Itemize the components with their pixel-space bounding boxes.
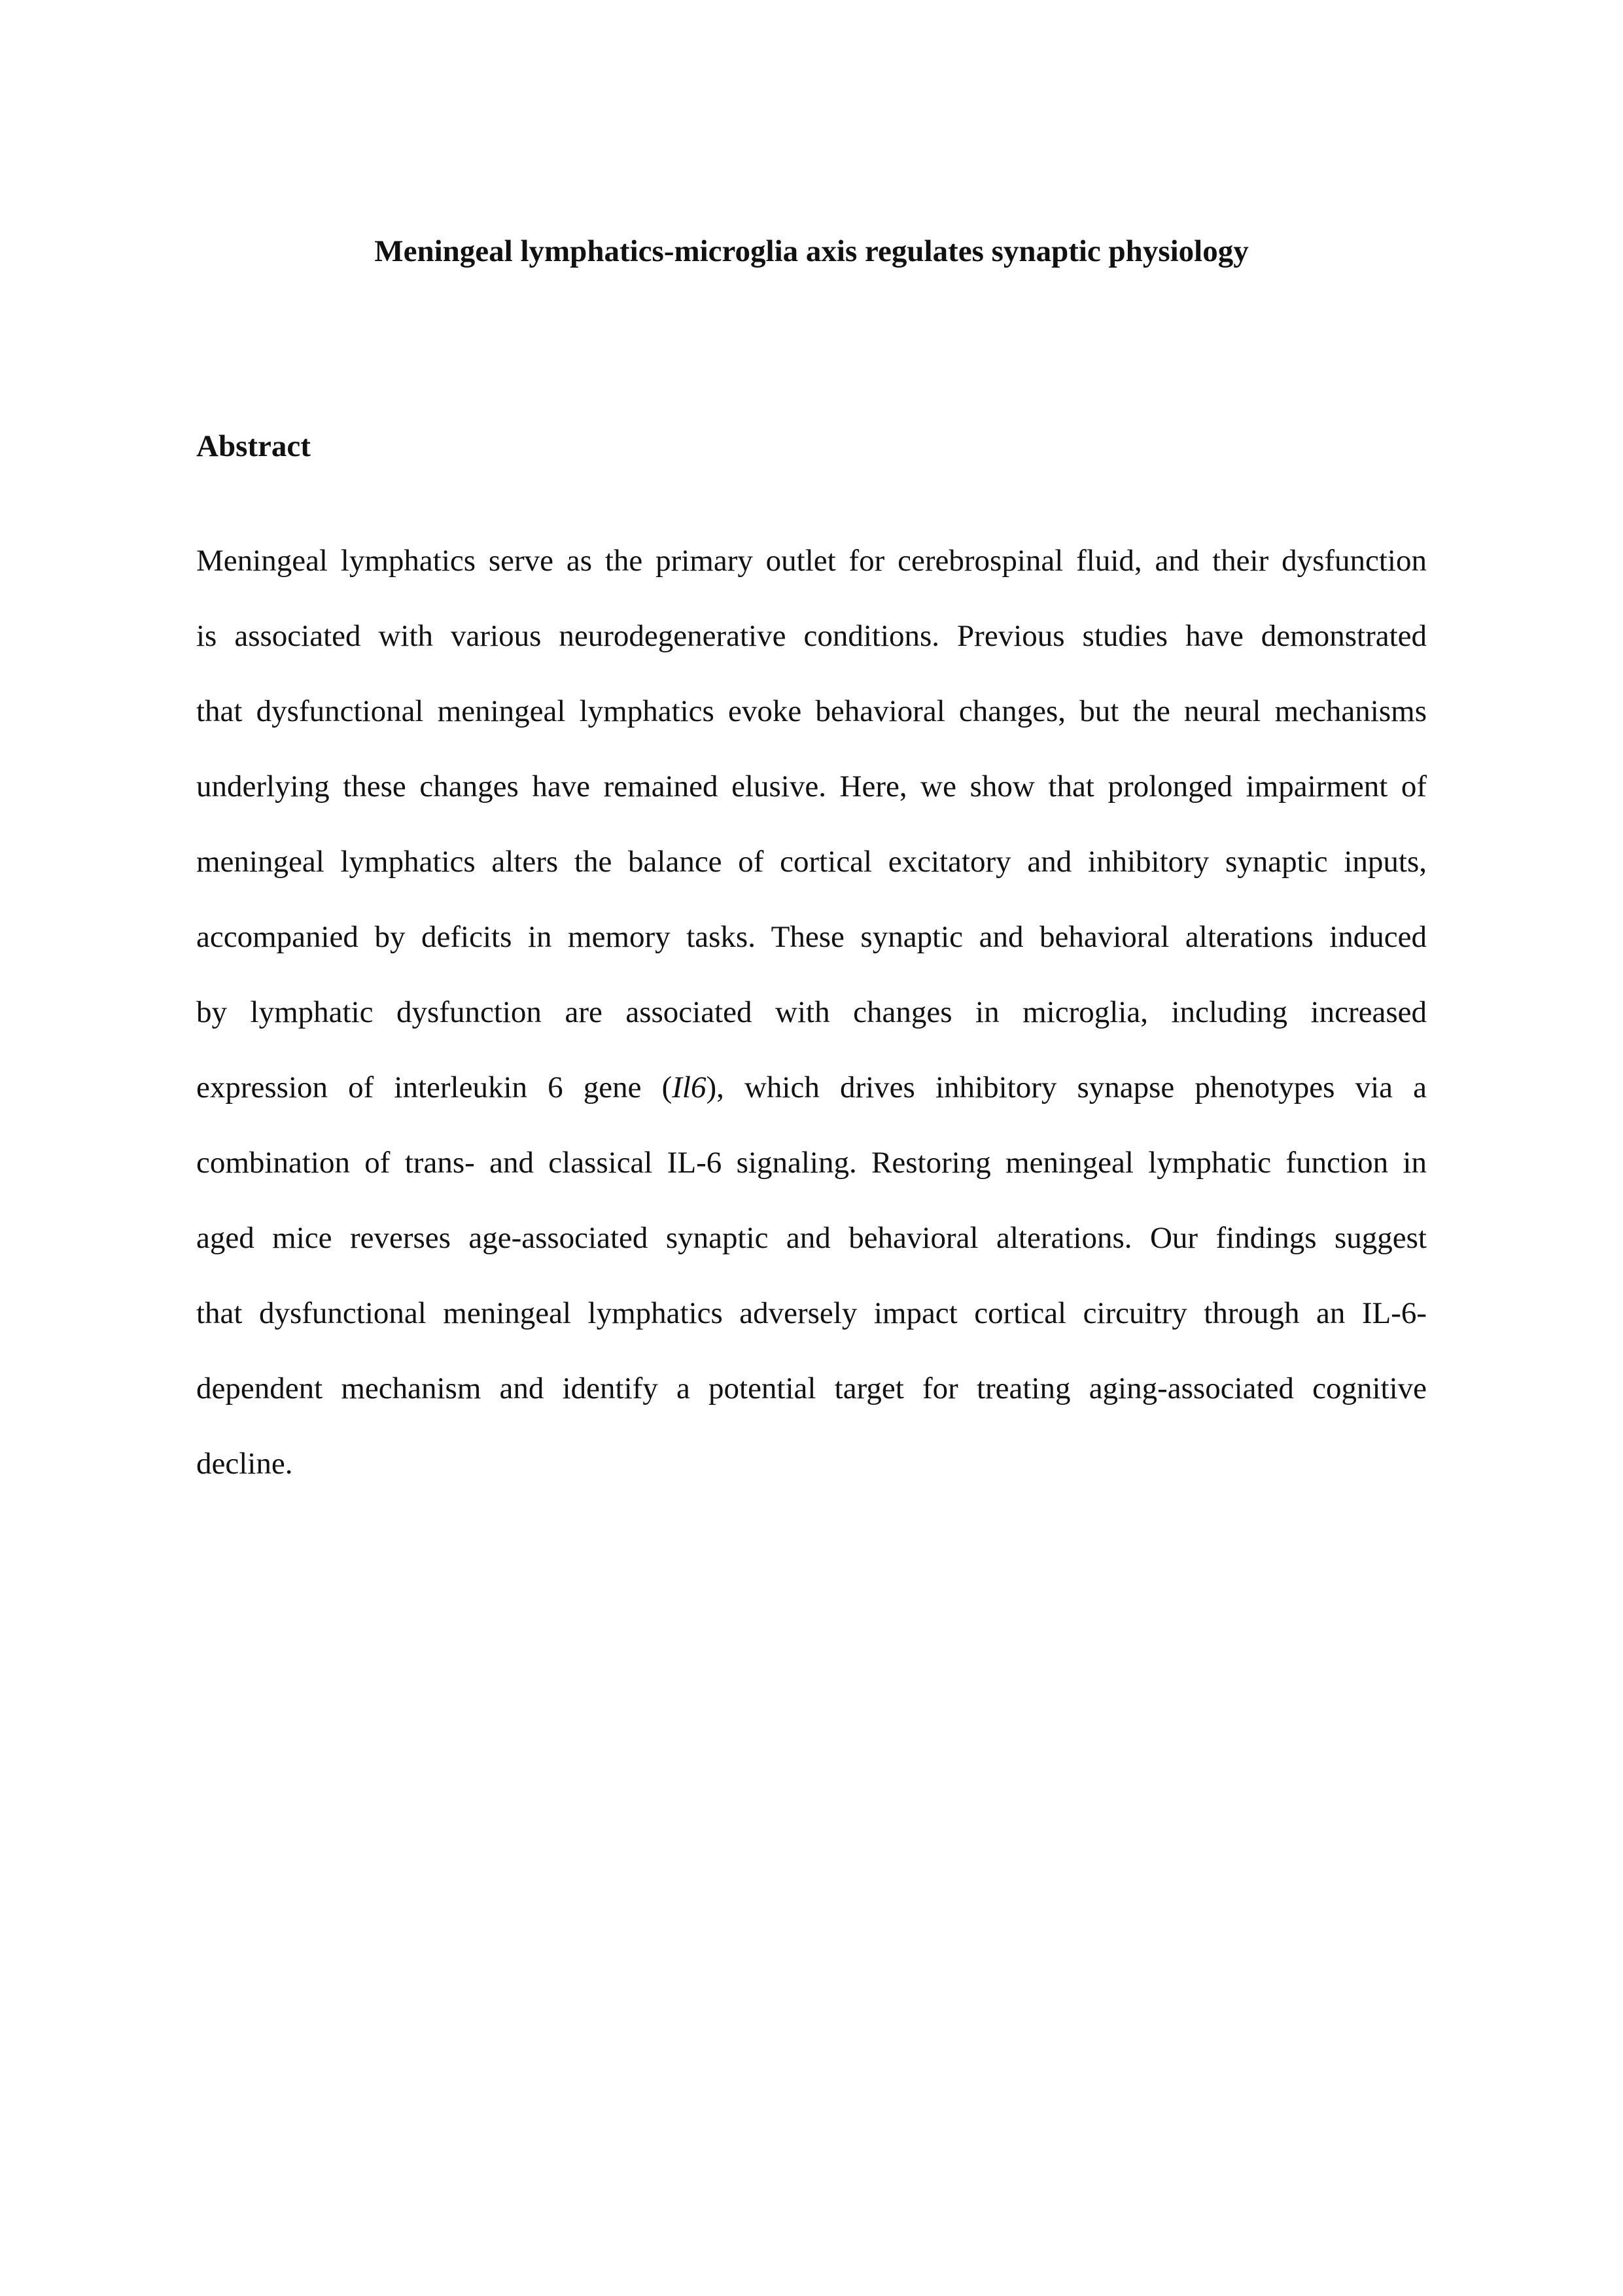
- abstract-line: is associated with various neurodegenerative conditions. Previous studies have demonstrated: [196, 619, 1427, 653]
- abstract-line: combination of trans- and classical IL-6 signaling. Restoring meningeal lymphatic function in: [196, 1146, 1427, 1180]
- abstract-line-text: ), which drives inhibitory synapse phenotypes via a: [706, 1070, 1427, 1104]
- abstract-heading: Abstract: [196, 429, 311, 463]
- abstract-line-text: expression of interleukin 6 gene (: [196, 1070, 672, 1104]
- abstract-line: that dysfunctional meningeal lymphatics adversely impact cortical circuitry through an IL-6-: [196, 1296, 1427, 1330]
- abstract-line: underlying these changes have remained elusive. Here, we show that prolonged impairment of: [196, 769, 1427, 804]
- abstract-body: [196, 523, 1427, 1502]
- abstract-line: [196, 1050, 1427, 1125]
- abstract-line: that dysfunctional meningeal lymphatics evoke behavioral changes, but the neural mechanisms: [196, 694, 1427, 728]
- abstract-line: by lymphatic dysfunction are associated with changes in microglia, including increased: [196, 995, 1427, 1029]
- abstract-line: dependent mechanism and identify a potential target for treating aging-associated cognitive: [196, 1371, 1427, 1405]
- gene-name-italic: Il6: [672, 1070, 707, 1104]
- abstract-line-last: decline.: [196, 1447, 293, 1481]
- abstract-line: Meningeal lymphatics serve as the primary outlet for cerebrospinal fluid, and their dysfunction: [196, 544, 1427, 578]
- abstract-line: aged mice reverses age-associated synaptic and behavioral alterations. Our findings suggest: [196, 1221, 1427, 1255]
- abstract-line: meningeal lymphatics alters the balance of cortical excitatory and inhibitory synaptic inputs,: [196, 845, 1427, 879]
- abstract-line: accompanied by deficits in memory tasks. These synaptic and behavioral alterations induced: [196, 920, 1427, 954]
- paper-title: Meningeal lymphatics-microglia axis regulates synaptic physiology: [374, 234, 1249, 268]
